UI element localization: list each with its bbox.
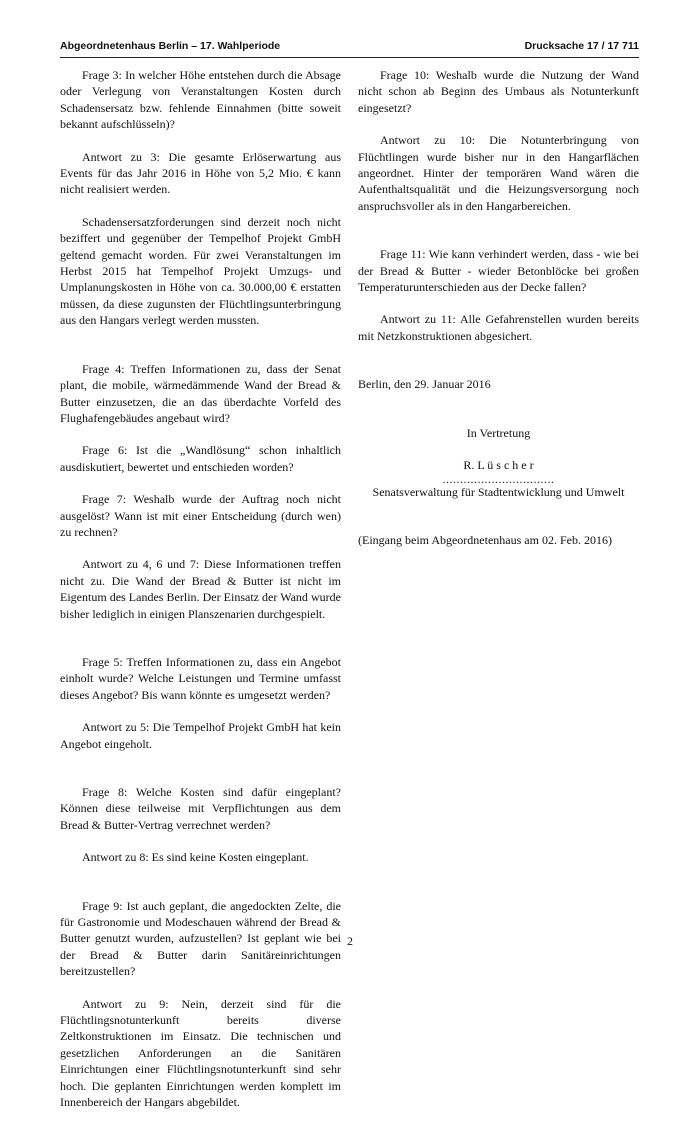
answer-8: Antwort zu 8: Es sind keine Kosten eingeplant. [82,850,309,865]
question-8: Frage 8: Welche Kosten sind dafür eingeplant? Können diese teilweise mit Verpflichtungen aus dem Bread & Butter-Vertrag verrechnet werden? [60,785,341,832]
question-5: Frage 5: Treffen Informationen zu, dass ein Angebot einholt wurde? Welche Leistungen und Termine umfasst dieses Angebot? Bis wann könnte es umgesetzt werden? [60,654,341,702]
signature-line: ................................ [442,471,555,486]
header-document-number: Drucksache 17 / 17 711 [524,40,639,52]
answer-9: Antwort zu 9: Nein, derzeit sind für die Flüchtlingsnotunterkunft bereits diverse Zeltkonstruktionen im Einsatz. Die technischen und gesetzlichen Anforderungen an die Sanitären Einrichtungen einer Flüchtlingsnotunterkunft sind sehr hoch. Die geplanten Einrichtungen werden komplett im Innenbereich der Hangars abgebildet. [60,996,341,1110]
question-11: Frage 11: Wie kann verhindert werden, dass - wie bei der Bread & Butter - wieder Betonblöcke bei großen Temperaturunterschieden aus der Decke fallen? [358,247,639,295]
question-4: Frage 4: Treffen Informationen zu, dass der Senat plant, die mobile, wärmedämmende Wand der Bread & Butter einzusetzen, die an das überdachte Vorfeld des Flughafengebäudes angebaut wird? [60,361,341,425]
question-9: Frage 9: Ist auch geplant, die angedockten Zelte, die für Gastronomie und Modeschauen während der Bread & Butter genutzt wurden, aufzustellen? Ist geplant wie bei der Bread & Butter darin Sanitäreinrichtungen bereitzustellen? [60,898,341,979]
page-number: 2 [347,934,353,948]
place-date: Berlin, den 29. Januar 2016 [358,377,491,392]
receipt-note: (Eingang beim Abgeordnetenhaus am 02. Feb. 2016) [358,532,612,547]
senate-office: Senatsverwaltung für Stadtentwicklung und Umwelt [372,484,625,499]
question-3: Frage 3: In welcher Höhe entstehen durch die Absage oder Verlegung von Veranstaltungen Kosten durch Schadensersatz bzw. fehlende Einnahmen (bitte soweit bekannt aufschlüsseln)? [60,68,341,132]
question-10: Frage 10: Weshalb wurde die Nutzung der Wand nicht schon ab Beginn des Umbaus als Notunterkunft eingesetzt? [358,68,639,115]
answer-11: Antwort zu 11: Alle Gefahrenstellen wurden bereits mit Netzkonstruktionen abgesichert. [358,312,639,343]
question-7: Frage 7: Weshalb wurde der Auftrag noch nicht ausgelöst? Wann ist mit einer Entscheidung (durch wen) zu rechnen? [60,492,341,539]
answer-3: Antwort zu 3: Die gesamte Erlöserwartung aus Events für das Jahr 2016 in Höhe von 5,2 Mio. € kann nicht realisiert werden. [60,149,341,197]
header-parliament: Abgeordnetenhaus Berlin – 17. Wahlperiode [60,40,281,52]
page-header [60,40,639,58]
answer-4-6-7: Antwort zu 4, 6 und 7: Diese Informationen treffen nicht zu. Die Wand der Bread & Butter ist nicht im Eigentum des Landes Berlin. Der Einsatz der Wand wurde bisher lediglich in einigen Planszenarien durchgespielt. [60,557,341,621]
question-6: Frage 6: Ist die „Wandlösung“ schon inhaltlich ausdiskutiert, bewertet und entschieden worden? [60,443,341,474]
answer-10: Antwort zu 10: Die Notunterbringung von Flüchtlingen wurde bisher nur in den Hangarflächen angeordnet. Hinter der temporären Wand wären die Aufenthaltsqualität und die Heizungsversorgung noch anspruchsvoller als in den Hangarbereichen. [358,133,639,213]
left-column [60,67,341,1127]
right-column [358,67,639,564]
answer-5: Antwort zu 5: Die Tempelhof Projekt GmbH hat kein Angebot eingeholt. [60,720,341,751]
signatory-name: R. L ü s c h e r [463,458,534,473]
in-vertretung: In Vertretung [466,425,531,440]
answer-3-continued: Schadensersatzforderungen sind derzeit noch nicht beziffert und gegenüber der Tempelhof Projekt GmbH geltend gemacht worden. Für zwei Veranstaltungen im Herbst 2015 hat Tempelhof Projekt Umzugs- und Umplanungskosten in Höhe von ca. 30.000,00 € erstatten müssen, da diese zugunsten der Flüchtlingsunterbringung aus den Hangars verlegt werden mussten. [60,214,341,328]
